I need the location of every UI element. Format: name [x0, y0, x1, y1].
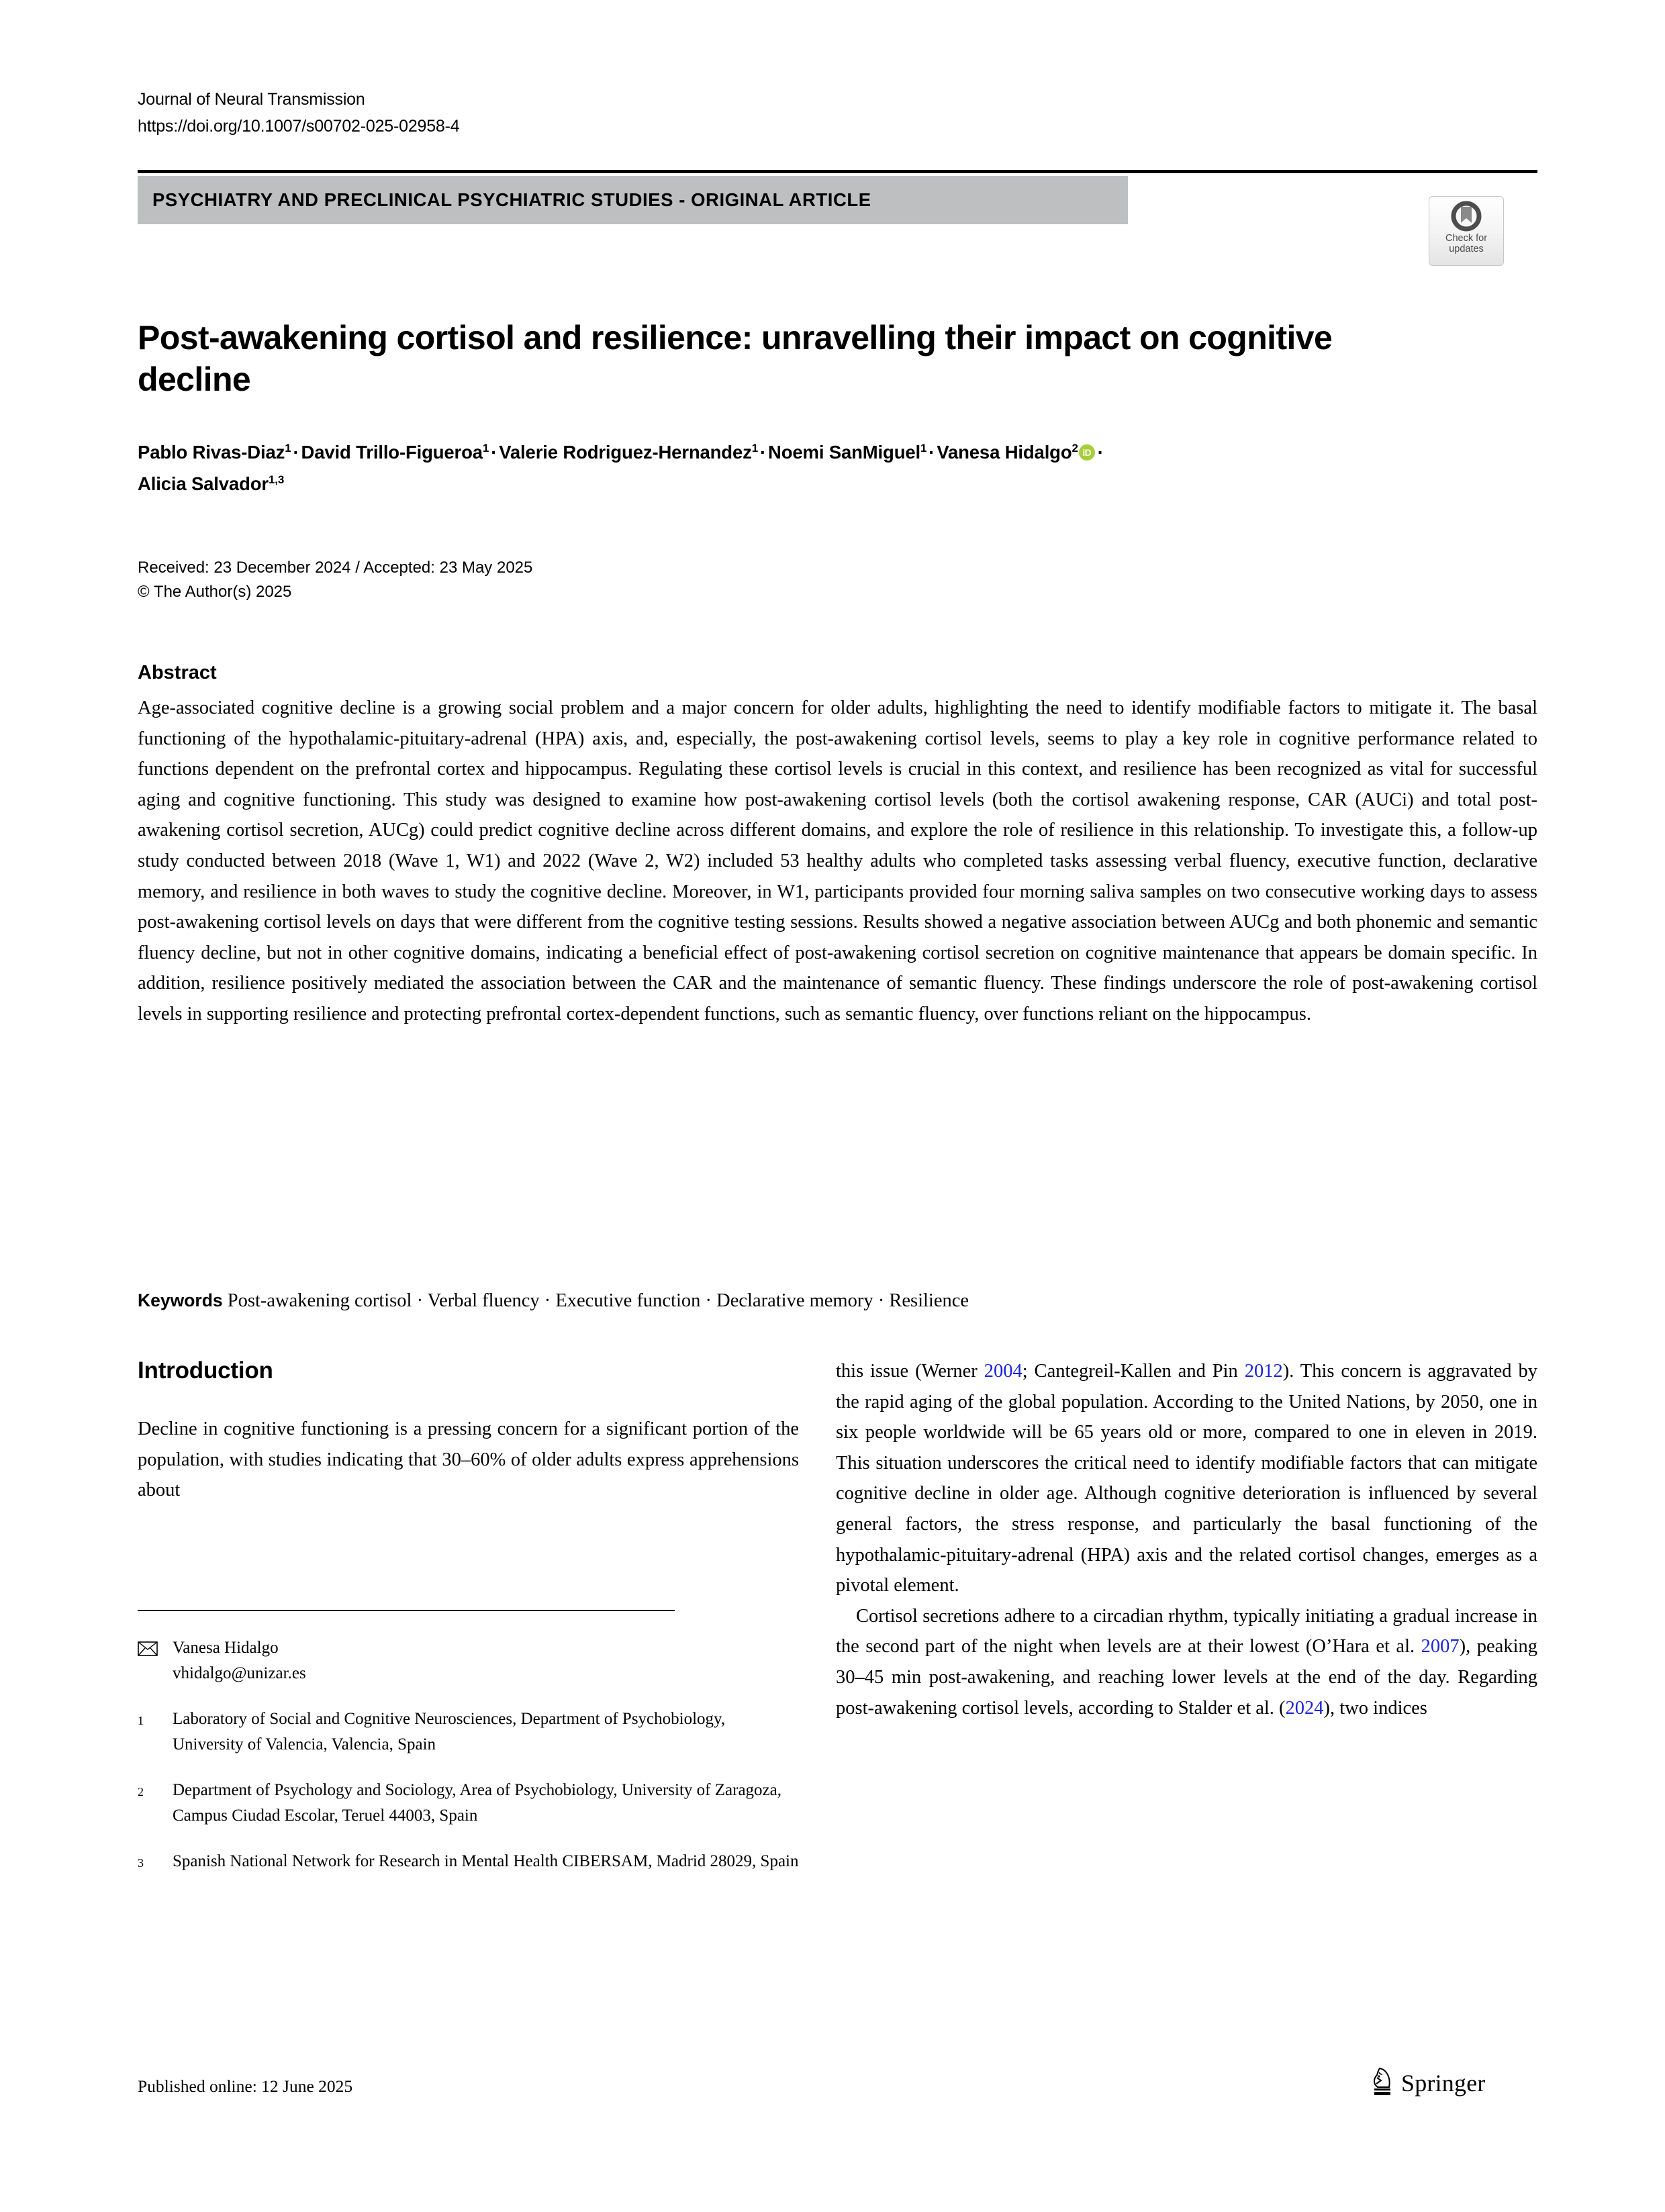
affiliation-marker: 2 — [1072, 441, 1078, 454]
author-separator: · — [1097, 442, 1104, 463]
affiliation-marker: 1,3 — [268, 473, 285, 486]
par-text: ), two indices — [1323, 1697, 1427, 1719]
affiliation-marker: 1 — [920, 441, 927, 454]
affiliation-marker: 1 — [751, 441, 759, 454]
par-text: ). This concern is aggravated by the rapid aging of the global population. According to the United Nations, by 2050, one in six people worldwide will be 65 years old or more, compared to one in eleven in 2019. This situation underscores the critical need to identify modifiable factors that can mitigate cognitive decline in older age. Although cognitive deterioration is influenced by several general factors, the stress response, and particularly the basal functioning of the hypothalamic-pituitary-adrenal (HPA) axis and the related cortisol changes, emerges as a pivotal element. — [836, 1361, 1537, 1596]
keywords — [138, 1286, 1537, 1316]
check-for-updates-label — [1445, 233, 1487, 254]
keywords-label: Keywords — [138, 1290, 223, 1310]
cm-line1: Check for — [1445, 233, 1488, 244]
corresponding-name: Vanesa Hidalgo — [173, 1639, 279, 1657]
journal-name: Journal of Neural Transmission — [138, 90, 365, 109]
affiliation-text: Spanish National Network for Research in Mental Health CIBERSAM, Madrid 28029, Spain — [173, 1852, 799, 1870]
citation-link[interactable]: 2004 — [984, 1361, 1022, 1382]
abstract-text: Age-associated cognitive decline is a growing social problem and a major concern for older adults, highlighting the need to identify modifiable factors to mitigate it. The basal functioning of the hypothalamic-pituitary-adrenal (HPA) axis, and, especially, the post-awakening cortisol levels, seems to play a key role in cognitive performance related to functions dependent on the prefrontal cortex and hippocampus. Regulating these cortisol levels is crucial in this context, and resilience has been recognized as vital for successful aging and cognitive functioning. This study was designed to examine how post-awakening cortisol levels (both the cortisol awakening response, CAR (AUCi) and total post-awakening cortisol secretion, AUCg) could predict cognitive decline across different domains, and explore the role of resilience in this relationship. To investigate this, a follow-up study conducted between 2018 (Wave 1, W1) and 2022 (Wave 2, W2) included 53 healthy adults who completed tasks assessing verbal fluency, executive function, declarative memory, and resilience in both waves to study the cognitive decline. Moreover, in W1, participants provided four morning saliva samples on two consecutive working days to assess post-awakening cortisol levels on days that were different from the cognitive testing sessions. Results showed a negative association between AUCg and both phonemic and semantic fluency decline, but not in other cognitive domains, indicating a beneficial effect of post-awakening cortisol secretion on cognitive maintenance that appears be domain specific. In addition, resilience positively mediated the association between the CAR and the maintenance of semantic fluency. These findings underscore the role of post-awakening cortisol levels in supporting resilience and protecting prefrontal cortex-dependent functions, such as semantic fluency, over functions reliant on the hippocampus. — [138, 698, 1537, 1024]
footnote-block — [138, 1610, 799, 1876]
par-text: ; Cantegreil-Kallen and Pin — [1022, 1361, 1245, 1382]
par-text: this issue (Werner — [836, 1361, 984, 1382]
affiliation-number: 2 — [138, 1785, 144, 1798]
journal-doi[interactable]: https://doi.org/10.1007/s00702-025-02958-4 — [138, 117, 460, 136]
intro-paragraph-right-1 — [836, 1356, 1537, 1601]
springer-knight-icon — [1372, 2066, 1394, 2099]
check-for-updates-badge[interactable] — [1429, 196, 1504, 266]
affiliation-text: Department of Psychology and Sociology, Area of Psychobiology, University of Zaragoza, Campus Ciudad Escolar, Teruel 44003, Spain — [173, 1781, 781, 1825]
affiliation-marker: 1 — [482, 441, 489, 454]
bookmark-in-circle-icon — [1451, 201, 1482, 232]
abstract-heading: Abstract — [138, 662, 217, 683]
author-name[interactable]: Vanesa Hidalgo$^2$ — [937, 441, 1078, 463]
corresponding-author — [138, 1635, 799, 1686]
affiliation-number: 1 — [138, 1714, 144, 1727]
affiliation-marker: 1 — [285, 441, 291, 454]
published-online: Published online: 12 June 2025 — [138, 2076, 353, 2096]
masthead — [138, 86, 1279, 140]
corresponding-email[interactable]: vhidalgo@unizar.es — [173, 1664, 306, 1682]
author-separator: · — [929, 442, 935, 463]
body-column-left — [138, 1356, 799, 1506]
cm-line2: updates — [1449, 244, 1484, 254]
par-text: ), peaking 30–45 min post-awakening, and reaching lower levels at the end of the day. Regarding post-awakening cortisol levels, according to Stalder et al. ( — [836, 1636, 1537, 1719]
article-title: Post-awakening cortisol and resilience: unravelling their impact on cognitive decline — [138, 318, 1333, 398]
orcid-icon[interactable]: iD — [1079, 444, 1095, 461]
par-text: Cortisol secretions adhere to a circadian rhythm, typically initiating a gradual increase in the second part of the night when levels are at their lowest (O’Hara et al. — [836, 1605, 1537, 1657]
intro-paragraph-left: Decline in cognitive functioning is a pressing concern for a significant portion of the population, with studies indicating that 30–60% of older adults express apprehensions about — [138, 1418, 799, 1501]
affiliation-text: Laboratory of Social and Cognitive Neurosciences, Department of Psychobiology, University of Valencia, Valencia, Spain — [173, 1710, 726, 1753]
body-column-right — [836, 1356, 1537, 1723]
received-accepted: Received: 23 December 2024 / Accepted: 23 May 2025 — [138, 559, 533, 577]
publication-dates — [138, 556, 943, 604]
author-name[interactable]: Valerie Rodriguez-Hernandez$^1$ — [499, 441, 759, 463]
section-band — [138, 176, 1128, 224]
section-band-label: PSYCHIATRY AND PRECLINICAL PSYCHIATRIC STUDIES - ORIGINAL ARTICLE — [152, 189, 871, 210]
author-name[interactable]: Alicia Salvador$^{1,3}$ — [138, 473, 285, 494]
author-list — [138, 436, 1541, 499]
affiliation-item — [138, 1706, 799, 1758]
author-name[interactable]: David Trillo-Figueroa$^1$ — [301, 441, 489, 463]
copyright-line: © The Author(s) 2025 — [138, 583, 292, 601]
affiliation-item — [138, 1849, 799, 1876]
citation-link[interactable]: 2007 — [1421, 1636, 1460, 1657]
affiliation-item — [138, 1778, 799, 1829]
author-separator: · — [760, 442, 767, 463]
section-heading-introduction: Introduction — [138, 1357, 273, 1384]
header-rule — [138, 170, 1537, 173]
author-separator: · — [491, 442, 497, 463]
intro-paragraph-right-2 — [836, 1601, 1537, 1723]
envelope-icon — [138, 1635, 173, 1686]
author-separator: · — [293, 442, 299, 463]
springer-logo — [1372, 2066, 1486, 2099]
affiliation-number: 3 — [138, 1856, 144, 1870]
author-name[interactable]: Pablo Rivas-Diaz$^1$ — [138, 441, 291, 463]
citation-link[interactable]: 2024 — [1285, 1697, 1324, 1719]
corresponding-details — [173, 1635, 306, 1686]
footnote-rule — [138, 1610, 675, 1611]
citation-link[interactable]: 2012 — [1244, 1361, 1283, 1382]
keywords-list: Post-awakening cortisol · Verbal fluency · Executive function · Declarative memory · Resilience — [227, 1290, 969, 1311]
author-name[interactable]: Noemi SanMiguel$^1$ — [768, 441, 927, 463]
springer-wordmark: Springer — [1401, 2069, 1486, 2097]
